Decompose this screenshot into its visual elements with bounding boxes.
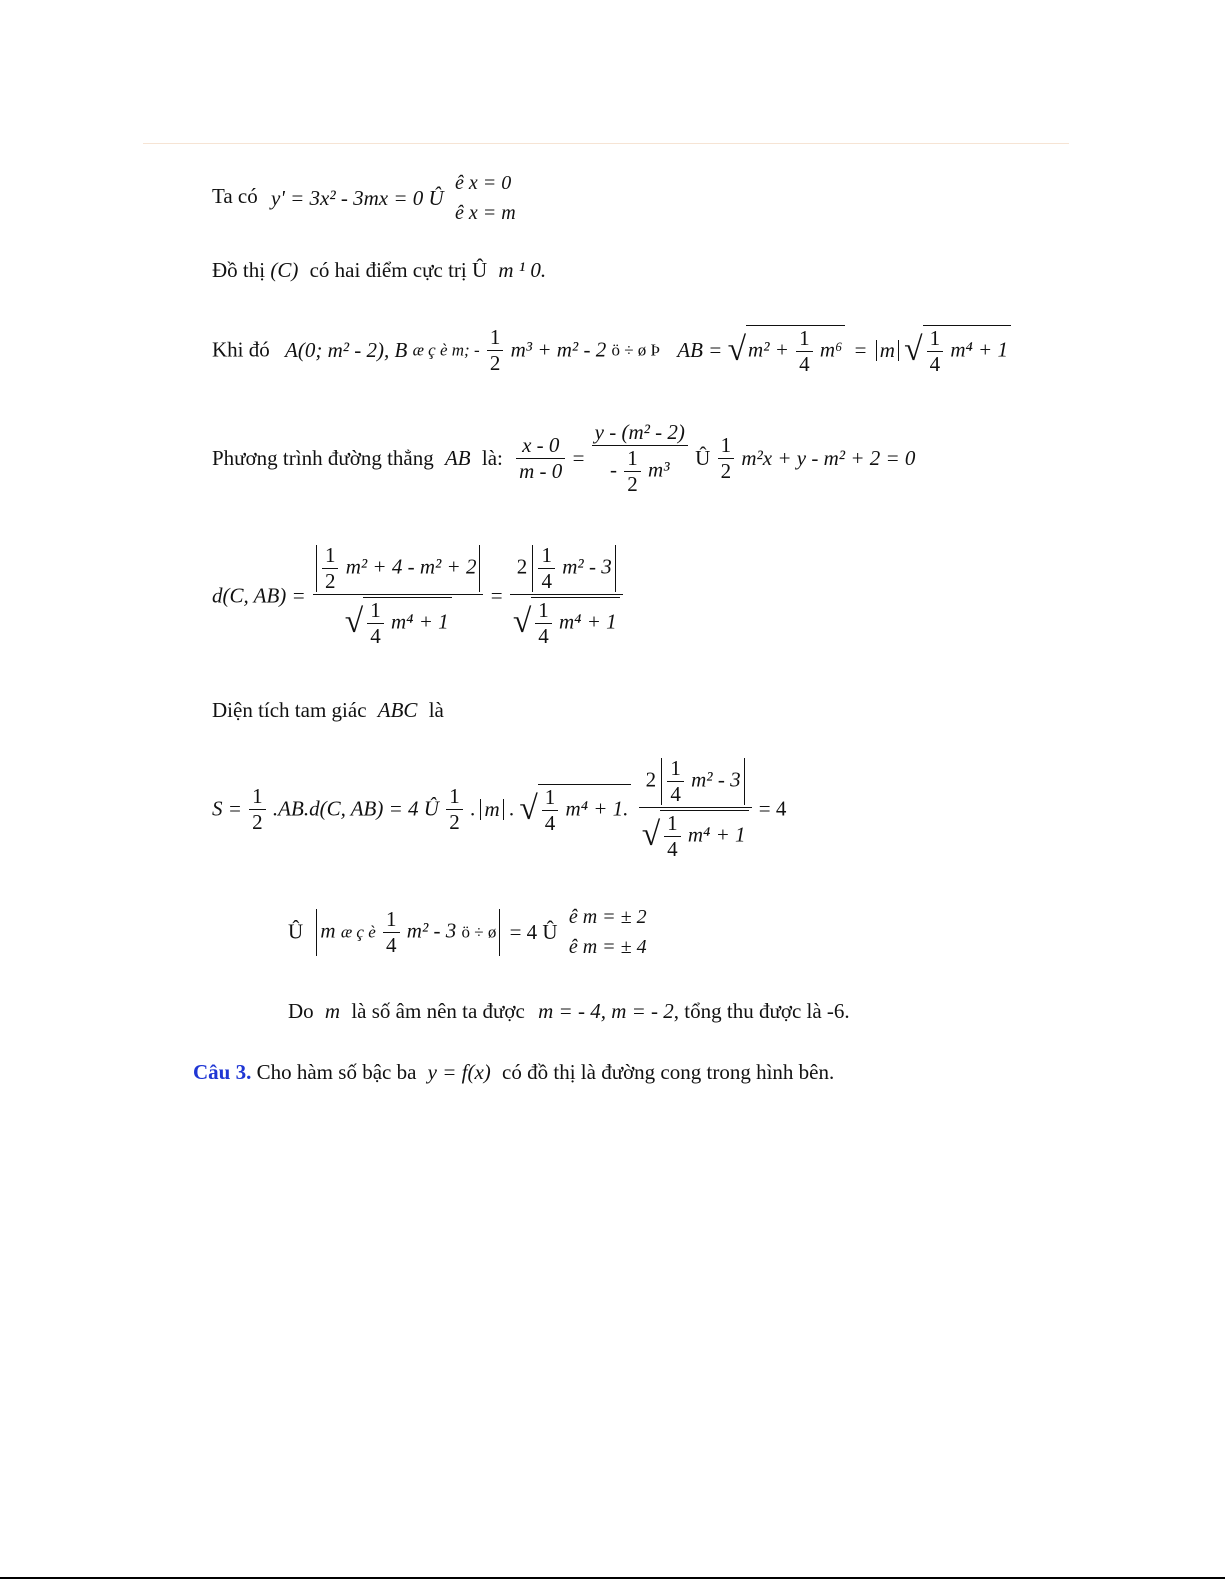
condition-value: m ¹ 0. — [498, 258, 547, 282]
conclusion-text-a: Do — [288, 999, 314, 1023]
line-ab-equation — [212, 422, 915, 495]
fraction-half: $\frac{1}{2}$ — [718, 435, 735, 482]
fraction-quarter: $\frac{1}{4}$ — [796, 328, 813, 375]
equation-derivative — [212, 168, 516, 228]
abs-m: m — [480, 799, 503, 820]
fraction-y: y - (m² - 2) - $\frac{1}{2}$ m³ — [592, 422, 688, 495]
case-system — [455, 168, 516, 228]
fraction-half: $\frac{1}{2}$ — [249, 786, 266, 833]
extrema-condition — [212, 260, 546, 281]
fraction-half: $\frac{1}{2}$ — [487, 327, 504, 374]
question-3 — [193, 1062, 834, 1083]
condition-text: có hai điểm cực trị Û — [309, 258, 488, 282]
sqrt-quartic: √ $\frac{1}{4}$ m⁴ + 1 — [904, 325, 1011, 375]
equals-four: = 4 Û — [509, 919, 558, 944]
solution-values: m = - 4, m = - 2 — [538, 999, 674, 1023]
point-b-middle: m³ + m² - 2 — [510, 337, 607, 362]
question-text-a: Cho hàm số bậc ba — [256, 1060, 417, 1084]
question-text-b: có đồ thị là đường cong trong hình bên. — [502, 1060, 835, 1084]
abs-m: m — [876, 340, 899, 361]
points-and-ab — [212, 325, 1011, 375]
fraction-half-2: $\frac{1}{2}$ — [446, 786, 463, 833]
abs-expression: m æ ç è $\frac{1}{4}$ m² - 3 ö ÷ ø — [316, 909, 500, 956]
distance-formula — [212, 545, 625, 647]
area-equation: S = $\frac{1}{2}$ .AB.d(C, AB) = 4 Û $\frac{1}{2}$ . m . √ $\frac{1}{4}$ m⁴ + 1. 2 $\frac{1}{4}$ m² - 3 √ $\frac{1}{4}$ m⁴ + 1 = 4 — [212, 756, 787, 861]
case-m-2: ê m = ± 2 — [568, 906, 647, 928]
area-text: Diện tích tam giác — [212, 698, 367, 722]
case-system — [569, 902, 647, 962]
text-la: là: — [481, 446, 503, 470]
sqrt-quartic: √ $\frac{1}{4}$ m⁴ + 1. — [519, 784, 631, 834]
ab-label: AB — [444, 446, 471, 470]
header-rule — [143, 143, 1069, 144]
case-x-m: ê x = m — [454, 202, 516, 224]
function-expression: y = f(x) — [427, 1060, 491, 1084]
equals-sign: = — [572, 446, 585, 470]
footer-rule — [0, 1577, 1225, 1579]
conclusion-text-c: , tổng thu được là -6. — [673, 999, 850, 1023]
text-prefix: Đồ thị — [212, 258, 266, 282]
conclusion — [288, 1001, 850, 1022]
case-m-4: ê m = ± 4 — [568, 936, 647, 958]
sqrt-ab: √m² + $\frac{1}{4}$ m⁶ — [728, 325, 846, 375]
solve-equation — [288, 902, 647, 962]
text-prefix: Ta có — [212, 183, 258, 208]
area-intro — [212, 700, 444, 721]
text-prefix: Phương trình đường thẳng — [212, 446, 434, 470]
question-label: Câu 3. — [193, 1060, 252, 1084]
equivalence-symbol: Û — [695, 446, 711, 470]
equals-sign: = — [490, 583, 503, 608]
case-x-0: ê x = 0 — [454, 172, 512, 194]
area-fraction: 2 $\frac{1}{4}$ m² - 3 √ $\frac{1}{4}$ m⁴ + 1 — [639, 758, 752, 860]
line-result: m²x + y - m² + 2 = 0 — [741, 446, 916, 470]
equals-four: = 4 — [758, 796, 787, 821]
triangle-abc: ABC — [377, 698, 418, 722]
derivative-expression: y' = 3x² - 3mx = 0 Û — [271, 185, 444, 210]
conclusion-text-b: là số âm nên ta được — [351, 999, 525, 1023]
distance-fraction-2: 2 $\frac{1}{4}$ m² - 3 √ $\frac{1}{4}$ m⁴ + 1 — [510, 545, 623, 647]
point-a: A(0; m² - 2), B — [285, 337, 408, 362]
variable-m: m — [324, 999, 341, 1023]
area-s: S = — [212, 796, 242, 821]
graph-c: (C) — [270, 258, 299, 282]
bracket-left: æ ç è m; - — [412, 340, 480, 360]
area-middle: .AB.d(C, AB) = 4 Û — [272, 796, 439, 821]
bracket-right: ö ÷ ø Þ — [611, 340, 661, 360]
equivalence-symbol: Û — [288, 919, 304, 944]
distance-fraction-1: $\frac{1}{2}$ m² + 4 - m² + 2 √ $\frac{1}{4}$ m⁴ + 1 — [313, 545, 484, 647]
text-la: là — [428, 698, 444, 722]
text-prefix: Khi đó — [212, 337, 270, 362]
ab-label: AB = — [677, 337, 723, 362]
distance-lhs: d(C, AB) = — [212, 583, 306, 608]
fraction-x: $\frac{x - 0}{m - 0}$ — [516, 435, 565, 482]
equals-sign: = — [854, 337, 867, 362]
